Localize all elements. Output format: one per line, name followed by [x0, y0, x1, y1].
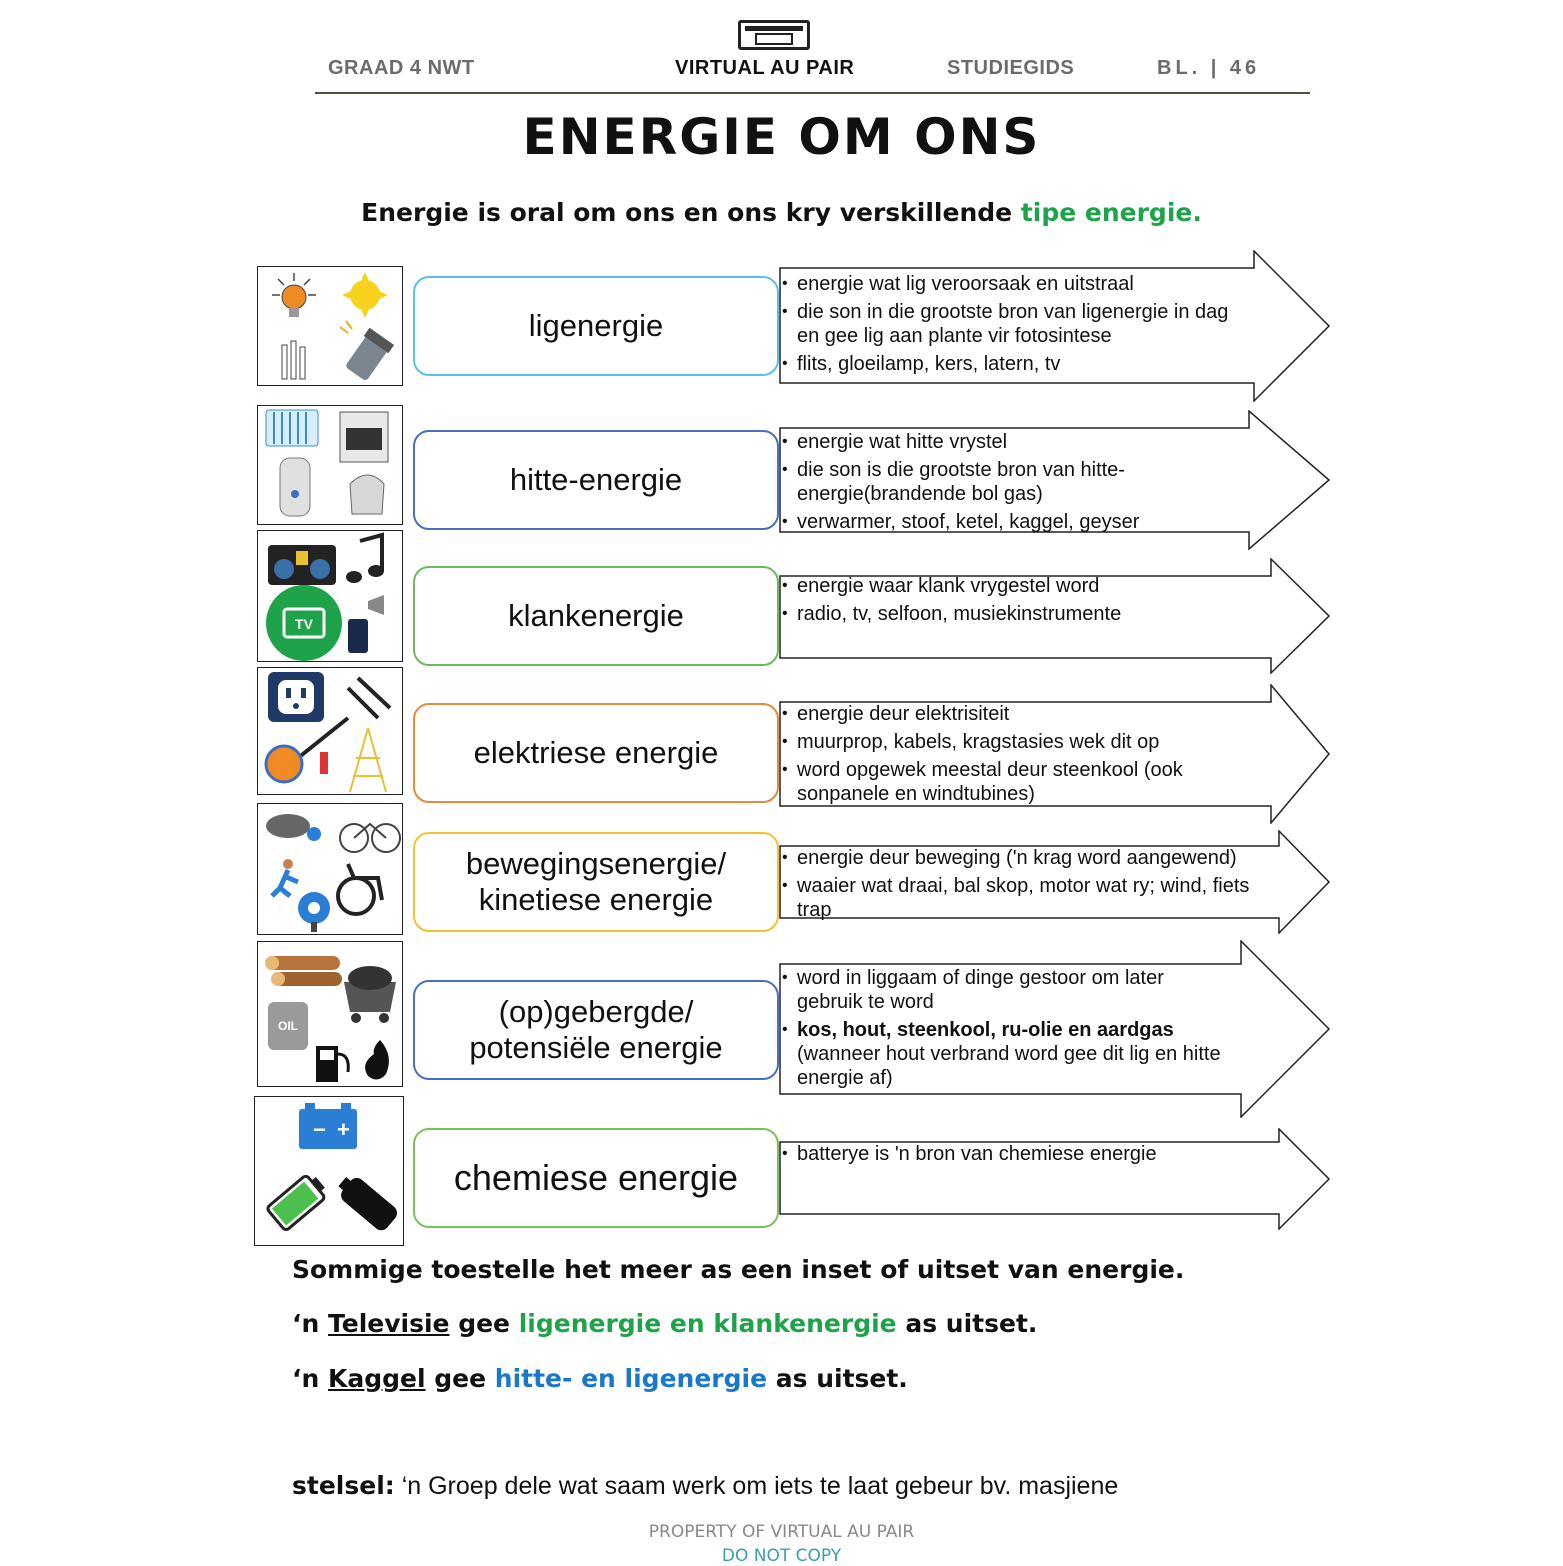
header-divider [315, 92, 1310, 94]
energy-type-label: klankenergie [508, 598, 684, 633]
energy-type-label: elektriese energie [473, 735, 719, 770]
chemical-energy-icon [254, 1096, 404, 1246]
definition-text: ‘n Groep dele wat saam werk om iets te laat gebeur bv. masjiene [394, 1472, 1119, 1500]
bullet-item: • word in liggaam of dinge gestoor om later gebruik te word [779, 966, 1217, 1014]
bullet-item [779, 1018, 1237, 1090]
svg-text:−: − [313, 1117, 326, 1142]
page-title: ENERGIE OM ONS [522, 108, 1041, 166]
page-number: BL. | 46 [1157, 57, 1261, 79]
bullet-item: • flits, gloeilamp, kers, latern, tv [779, 352, 1289, 376]
text-fragment: as uitset. [896, 1309, 1038, 1338]
fireplace-example [292, 1364, 908, 1393]
energy-type-potential [413, 980, 779, 1080]
text-fragment: ‘n [292, 1364, 328, 1393]
footer-property: PROPERTY OF VIRTUAL AU PAIR [648, 1522, 915, 1542]
bullet-item: • energie wat hitte vrystel [779, 430, 1289, 454]
heat-energy-icon [257, 405, 403, 525]
definition [292, 1471, 1118, 1501]
bullet-item: • word opgewek meestal deur steenkool (ook sonpanele en windtubines) [779, 758, 1257, 806]
bullet-item: • energie waar klank vrygestel word [779, 574, 1289, 598]
tv-example [292, 1309, 1037, 1338]
energy-type-label: potensiële energie [469, 1030, 723, 1065]
energy-type-kinetic [413, 832, 779, 932]
energy-type-label: hitte-energie [509, 462, 683, 497]
footer-copy-notice: DO NOT COPY [721, 1546, 842, 1566]
light-energy-icon [257, 266, 403, 386]
energy-type-label: ligenergie [528, 308, 664, 343]
bullet-item: • energie deur elektrisiteit [779, 702, 1289, 726]
kinetic-energy-arrow [779, 830, 1331, 934]
energy-type-label: kinetiese energie [478, 882, 714, 917]
svg-text:+: + [337, 1117, 350, 1142]
bullet-note-text: (wanneer hout verbrand word gee dit lig en hitte energie af) [797, 1043, 1221, 1089]
subtitle-lead: Energie is oral om ons en ons kry verskillende [361, 198, 1021, 227]
device-name: Televisie [328, 1309, 450, 1338]
potential-energy-arrow [779, 940, 1331, 1118]
guide-label: STUDIEGIDS [947, 57, 1075, 79]
heat-energy-arrow [779, 410, 1331, 550]
bullet-item: • die son in die grootste bron van ligenergie in dag en gee lig aan plante vir fotosintese [779, 300, 1237, 348]
summary-line: Sommige toestelle het meer as een inset of uitset van energie. [292, 1255, 1185, 1284]
device-name: Kaggel [328, 1364, 426, 1393]
energy-type-heat [413, 430, 779, 530]
energy-type-label: (op)gebergde/ [498, 994, 694, 1029]
bullet-bold-text: kos, hout, steenkool, ru-olie en aardgas [797, 1019, 1174, 1041]
energy-type-label: bewegingsenergie/ [465, 846, 727, 881]
sound-energy-arrow [779, 558, 1331, 674]
bullet-item: • muurprop, kabels, kragstasies wek dit op [779, 730, 1289, 754]
text-fragment: as uitset. [767, 1364, 908, 1393]
grade-label: GRAAD 4 NWT [328, 57, 475, 79]
electric-energy-arrow [779, 684, 1331, 824]
virtual-au-pair-logo [738, 20, 810, 50]
energy-highlight: hitte- en ligenergie [494, 1364, 768, 1393]
bullet-item: • energie deur beweging ('n krag word aangewend) [779, 846, 1289, 870]
energy-type-light [413, 276, 779, 376]
text-fragment: ‘n [292, 1309, 328, 1338]
energy-type-chemical [413, 1128, 779, 1228]
svg-text:TV: TV [295, 616, 313, 632]
sound-energy-icon [257, 530, 403, 662]
definition-term: stelsel: [292, 1471, 395, 1500]
bullet-item: • die son is die grootste bron van hitte-energie(brandende bol gas) [779, 458, 1197, 506]
subtitle [0, 198, 1563, 227]
energy-type-electric [413, 703, 779, 803]
subtitle-highlight: tipe energie. [1020, 198, 1202, 227]
energy-highlight: ligenergie en klankenergie [518, 1309, 897, 1338]
energy-type-label: chemiese energie [453, 1157, 739, 1198]
bullet-item: • verwarmer, stoof, ketel, kaggel, geyser [779, 510, 1289, 534]
bullet-item: • waaier wat draai, bal skop, motor wat ry; wind, fiets trap [779, 874, 1267, 922]
electric-energy-icon [257, 667, 403, 795]
text-fragment: gee [425, 1364, 495, 1393]
brand-label: VIRTUAL AU PAIR [675, 57, 855, 79]
bullet-item: • batterye is 'n bron van chemiese energie [779, 1142, 1289, 1166]
energy-type-sound [413, 566, 779, 666]
light-energy-arrow [779, 250, 1331, 402]
text-fragment: gee [449, 1309, 519, 1338]
potential-energy-icon [257, 941, 403, 1087]
bullet-item: • radio, tv, selfoon, musiekinstrumente [779, 602, 1289, 626]
kinetic-energy-icon [257, 803, 403, 935]
svg-text:OIL: OIL [278, 1019, 298, 1033]
bullet-item: • energie wat lig veroorsaak en uitstraal [779, 272, 1289, 296]
chemical-energy-arrow [779, 1128, 1331, 1230]
